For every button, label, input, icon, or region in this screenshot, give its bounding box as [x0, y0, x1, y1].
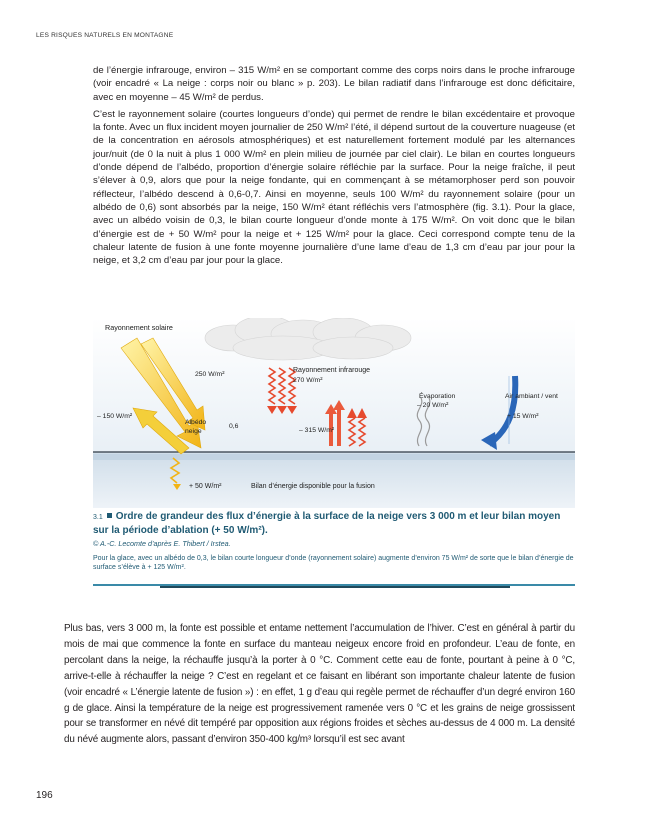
label-albedo-2: neige [185, 428, 202, 435]
figure-caption [93, 511, 575, 572]
square-bullet-icon [107, 513, 112, 518]
figure-number: 3.1 [93, 514, 103, 521]
label-incident: 250 W/m² [195, 371, 225, 378]
label-infrared: Rayonnement infrarouge [293, 367, 371, 374]
page-number: 196 [36, 790, 53, 801]
label-infrared-up: – 315 W/m² [299, 427, 335, 434]
paragraph: de l’énergie infrarouge, environ – 315 W/m² en se comportant comme des corps noirs dans le proche infrarouge (voir encadré « La neige : corps noir ou blanc » p. 203). Le bilan radiatif dans l’infrarouge est donc déficitaire, avec en moyenne – 45 W/m² de perdus. [93, 65, 575, 103]
label-evaporation: Évaporation [419, 393, 456, 400]
label-balance-text: Bilan d’énergie disponible pour la fusion [251, 483, 375, 490]
label-solar: Rayonnement solaire [105, 323, 173, 332]
label-air: Air ambiant / vent [505, 393, 558, 400]
lower-body-text: Plus bas, vers 3 000 m, la fonte est possible et entame nettement l’accumulation de l’hiver. C’est en général à partir du mois de mai que commence la fonte en surface du manteau neigeux encore froid en profondeur. L’eau de fonte, en percolant dans la neige, la réchauffe jusqu’à la porter à 0 °C. Comment cette eau de fonte, pourtant à peine à 0 °C, arrive-t-elle à réchauffer la neige ? C’est en regelant et ce faisant en libérant son importante chaleur latente de fusion (voir encadré « L’énergie latente de fusion ») : en effet, 1 g d’eau qui regèle permet de réchauffer d’un degré environ 160 g de glace. Ainsi la température de la neige est progressivement ramenée vers 0 °C et les grains de neige grossissent pour se transformer en névé dit tempéré par opposition aux régions froides et sèches au-dessus de 4 000 m. La densité du névé augmente alors, passant d’environ 350-400 kg/m³ lorsqu’il est sec avant [64, 623, 575, 746]
paragraph: C’est le rayonnement solaire (courtes longueurs d’onde) qui permet de rendre le bilan excédentaire et provoque la fonte. Avec un flux incident moyen journalier de 250 W/m² l’été, il dépend surtout de la couverture nuageuse (et de la concentration en aérosols atmosphériques) et est naturellement fortement modulé par les alternances jour/nuit (de 0 la nuit à plus 1 000 W/m² en plein milieu de journée par ciel clair). Le bilan en courtes longueurs d’onde dépend de l’albédo, proportion d’énergie solaire réfléchie par la surface. Pour la neige fraîche, il peut s’élever à 0,9, alors que pour la neige fondante, qui en commençant à se métamorphoser perd son pouvoir réflecteur, l’albédo descend à 0,6-0,7. Ainsi en moyenne, seuls 100 W/m² du rayonnement solaire (pour un albédo de 0,6) sont absorbés par la neige, 150 W/m² étant réfléchis vers l’atmosphère (fig. 3.1). Pour la glace, avec un albédo voisin de 0,3, le bilan courte longueur d’onde monte à 175 W/m². On voit donc que le bilan d’énergie est de + 50 W/m² pour la neige et + 125 W/m² pour la glace. Ceci correspond compte tenu de la chaleur latente de fusion à une fonte moyenne journalière d’une lame d’eau de 1,3 cm d’eau par jour pour la neige, et 3,2 cm d’eau par jour pour la glace. [93, 108, 575, 267]
caption-rule-dark [160, 586, 510, 588]
energy-flux-diagram [93, 318, 575, 508]
label-air-value: + 15 W/m² [507, 413, 539, 420]
label-infrared-down: 270 W/m² [293, 377, 323, 384]
caption-note: Pour la glace, avec un albédo de 0,3, le bilan courte longueur d’onde (rayonnement solaire) augmente d’environ 75 W/m² de sorte que le bilan d’énergie de surface s’élève à + 125 W/m². [93, 555, 574, 571]
caption-title: Ordre de grandeur des flux d’énergie à la surface de la neige vers 3 000 m et leur bilan moyen sur la période d’ablation (+ 50 W/m²). [93, 511, 561, 536]
running-head: LES RISQUES NATURELS EN MONTAGNE [36, 32, 174, 39]
label-albedo-value: 0,6 [229, 423, 239, 430]
label-albedo: Albédo [185, 419, 207, 426]
caption-title-line [93, 511, 575, 537]
caption-credit: © A.-C. Lecomte d’après E. Thibert / Irstea. [93, 539, 231, 548]
label-balance: + 50 W/m² [189, 483, 222, 490]
snow-surface [93, 452, 575, 508]
label-reflected: – 150 W/m² [97, 413, 133, 420]
energy-flux-figure [93, 318, 575, 508]
label-evaporation-value: – 20 W/m² [417, 402, 449, 409]
upper-body-text [93, 64, 575, 271]
